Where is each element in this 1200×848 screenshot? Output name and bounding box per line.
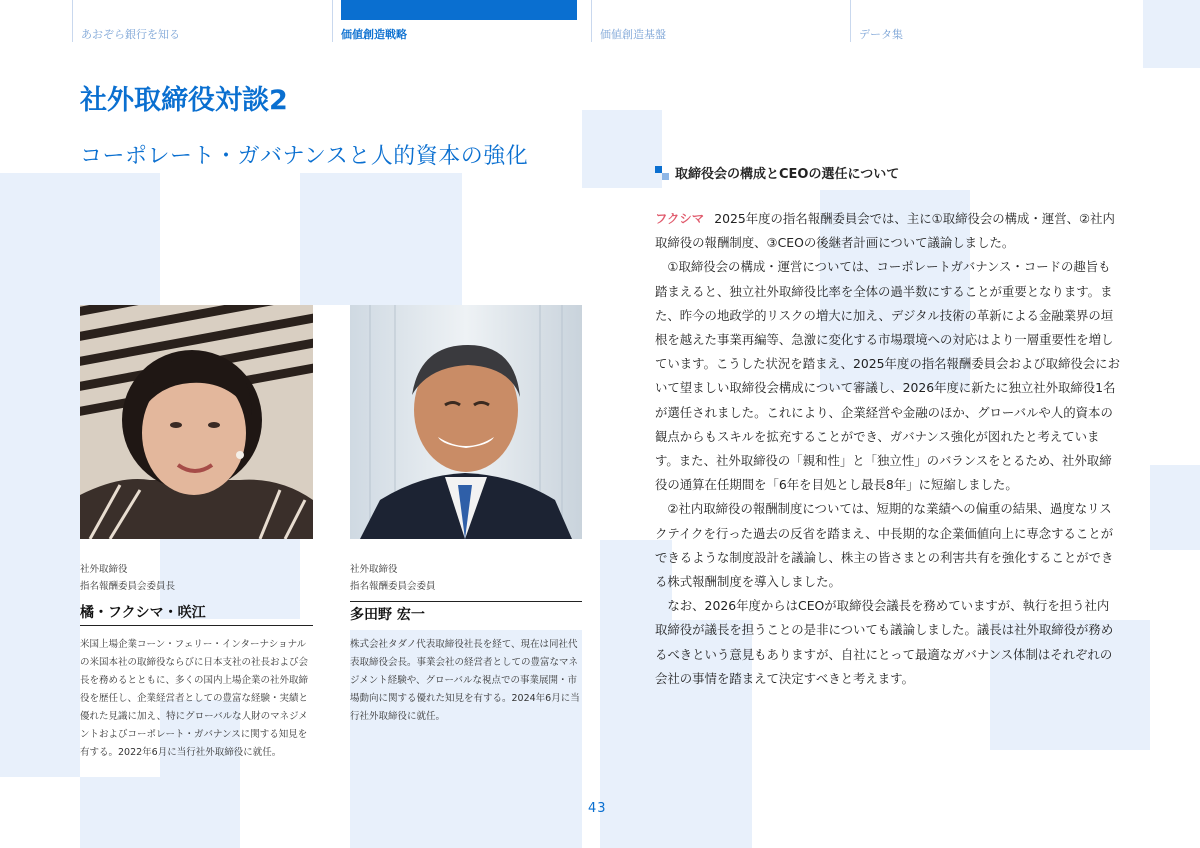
bg-square: [80, 173, 160, 305]
divider: [350, 601, 582, 602]
person2-name: 多田野 宏一: [350, 607, 425, 623]
square-bullet-icon: [655, 166, 669, 180]
section-nav: [72, 0, 1112, 42]
speaker-label: フクシマ: [655, 211, 705, 226]
bg-square: [582, 110, 662, 188]
person1-name: 橘・フクシマ・咲江: [80, 605, 206, 621]
person1-role: [80, 561, 175, 595]
interview-body: [655, 207, 1120, 691]
section-heading-text: 取締役会の構成とCEOの選任について: [675, 167, 900, 182]
person2-role: [350, 561, 436, 595]
bg-square: [1143, 0, 1200, 68]
person2-role-title: 社外取締役: [350, 564, 398, 575]
bg-square: [1150, 465, 1200, 550]
portrait-photo-fukushima: [80, 305, 313, 539]
portrait-photo-tadano: [350, 305, 582, 539]
person2-bio: 株式会社タダノ代表取締役社長を経て、現在は同社代表取締役会長。事業会社の経営者としての豊富なマネジメント経験や、グローバルな視点での事業展開・市場動向に関する優れた知見を有する。2024年6月に当行社外取締役に就任。: [350, 639, 580, 722]
nav-item-strategy[interactable]: [332, 0, 592, 42]
nav-label: 価値創造基盤: [600, 28, 666, 41]
bg-square: [0, 173, 80, 777]
person2-committee: 指名報酬委員会委員: [350, 581, 436, 592]
person1-committee: 指名報酬委員会委員長: [80, 581, 176, 592]
person1-role-title: 社外取締役: [80, 564, 128, 575]
nav-label: あおぞら銀行を知る: [81, 28, 180, 41]
bg-square: [80, 777, 160, 848]
active-indicator: [341, 0, 577, 20]
section-heading: [655, 163, 899, 182]
paragraph: ①取締役会の構成・運営については、コーポレートガバナンス・コードの趣旨も踏まえると、独立社外取締役比率を全体の過半数にすることが重要となります。また、昨今の地政学的リスクの増大に加え、デジタル技術の革新による金融業界の垣根を越えた事業再編等、急激に変化する市場環境への対応はより一層重要性を増しています。こうした状況を踏まえ、2025年度の指名報酬委員会および取締役会において望ましい取締役会構成について審議し、2026年度に新たに独立社外取締役1名が選任されました。これにより、企業経営や金融のほか、グローバルや人的資本の観点からもスキルを拡充することができ、ガバナンス強化が図れたと考えています。また、社外取締役の「親和性」と「独立性」のバランスをとるため、社外取締役の通算在任期間を「6年を目処とし最長8年」に短縮しました。: [655, 259, 1120, 493]
paragraph-text: 2025年度の指名報酬委員会では、主に①取締役会の構成・運営、②社内取締役の報酬制度、③CEOの後継者計画について議論しました。: [655, 211, 1115, 251]
nav-item-foundation[interactable]: [591, 0, 851, 42]
nav-item-data[interactable]: [850, 0, 1112, 42]
paragraph: なお、2026年度からはCEOが取締役会議長を務めていますが、執行を担う社内取締役が議長を担うことの是非についても議論しました。議長は社外取締役が務めるべきという意見もありますが、自社にとって最適なガバナンス体制はそれぞれの会社の事情を踏まえて決定すべきと考えます。: [655, 598, 1114, 686]
paragraph: [655, 207, 1120, 255]
nav-label: 価値創造戦略: [341, 28, 407, 41]
page-subtitle: コーポレート・ガバナンスと人的資本の強化: [80, 144, 529, 169]
page-number: 43: [588, 801, 607, 816]
nav-label: データ集: [859, 28, 903, 41]
nav-item-about[interactable]: [72, 0, 332, 42]
page-title: 社外取締役対談2: [80, 85, 288, 116]
person1-bio: 米国上場企業コーン・フェリー・インターナショナルの米国本社の取締役ならびに日本支社の社長および会長を務めるとともに、多くの国内上場企業の社外取締役を歴任し、企業経営者としての豊富な経験・実績と優れた見識に加え、特にグローバルな人財のマネジメントおよびコーポレート・ガバナンスに関する知見を有する。2022年6月に当行社外取締役に就任。: [80, 639, 309, 758]
paragraph: ②社内取締役の報酬制度については、短期的な業績への偏重の結果、過度なリスクテイクを行った過去の反省を踏まえ、中長期的な企業価値向上に専念することができるような制度設計を議論し、株主の皆さまとの利害共有を強化することができる株式報酬制度を導入しました。: [655, 501, 1114, 590]
divider: [80, 625, 313, 626]
bg-square: [300, 173, 462, 305]
